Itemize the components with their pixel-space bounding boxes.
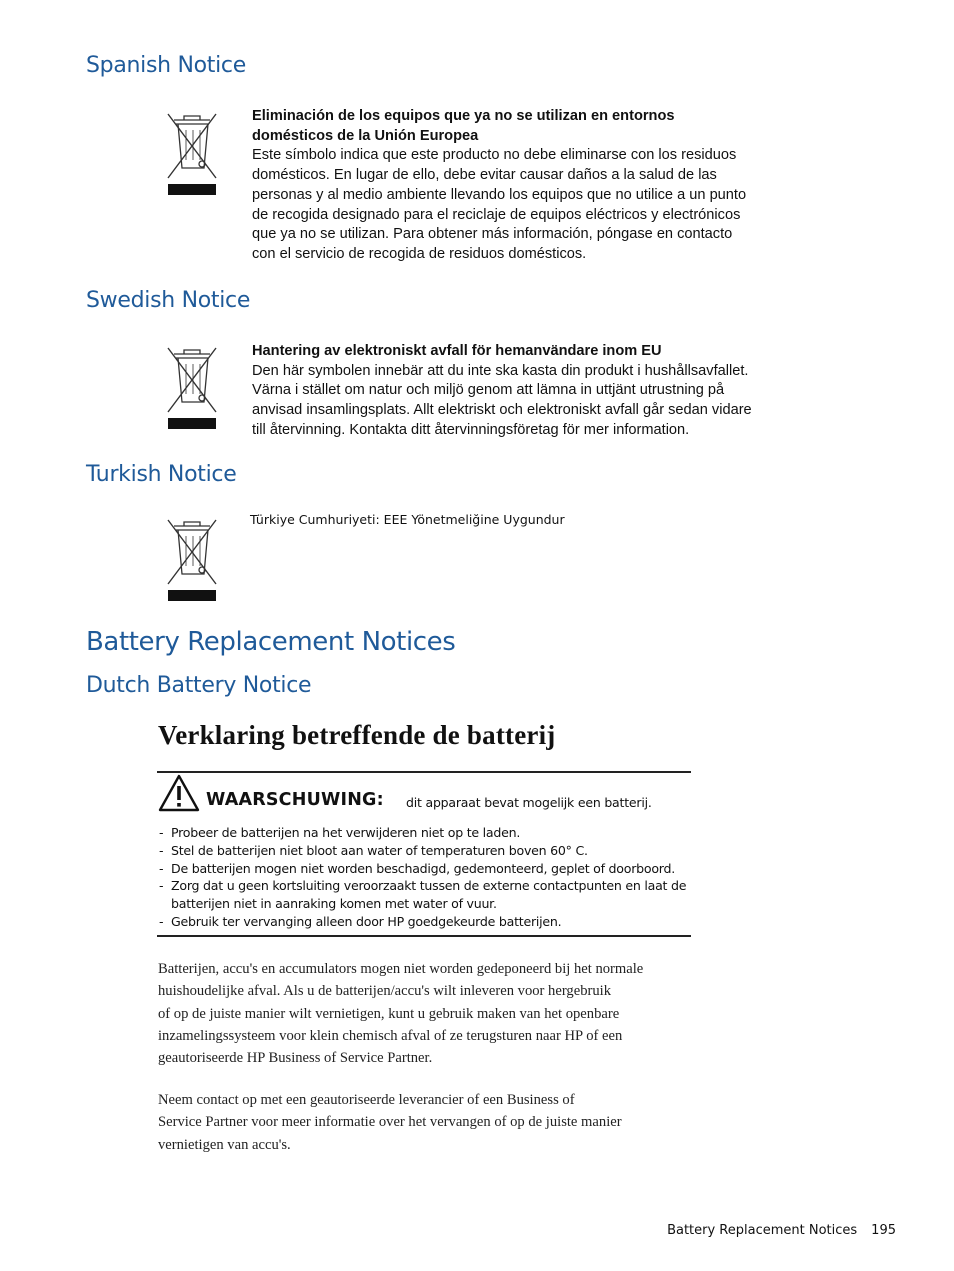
- swedish-notice-title-line: Hantering av elektroniskt avfall för hemanvändare inom EU: [252, 343, 662, 359]
- footer-section-title: Battery Replacement Notices: [667, 1223, 858, 1238]
- warning-list-item: [158, 860, 698, 878]
- divider-bottom: [157, 935, 691, 937]
- swedish-notice-body-line: till återvinning. Kontakta ditt återvinningsföretag för mer information.: [252, 421, 690, 438]
- spanish-notice-title-line: domésticos de la Unión Europea: [252, 127, 479, 144]
- warning-label: WAARSCHUWING:: [206, 790, 384, 810]
- warning-item-line: batterijen niet in aanraking komen met water of vuur.: [171, 896, 497, 912]
- swedish-notice-heading: Swedish Notice: [86, 288, 251, 313]
- warning-triangle-icon: [158, 774, 200, 812]
- spanish-notice-text: [252, 107, 812, 265]
- paragraph-line: Batterijen, accu's en accumulators mogen niet worden gedeponeerd bij het normale: [158, 961, 644, 977]
- swedish-notice-text: [252, 342, 812, 441]
- warning-list-item: [158, 824, 698, 842]
- dutch-paragraph-1: [158, 958, 703, 1069]
- dutch-battery-notice-heading: Dutch Battery Notice: [86, 673, 312, 698]
- spanish-notice-body-line: con el servicio de recogida de residuos domésticos.: [252, 245, 587, 262]
- warning-item-line: De batterijen mogen niet worden beschadigd, gedemonteerd, geplet of doorboord.: [171, 860, 676, 876]
- warning-item-line: Zorg dat u geen kortsluiting veroorzaakt tussen de externe contactpunten en laat de: [171, 878, 687, 894]
- spanish-notice-body-line: de recogida designado para el reciclaje de equipos eléctricos y electrónicos: [252, 206, 741, 223]
- weee-bin-icon: [164, 108, 220, 198]
- page-footer: [667, 1223, 896, 1238]
- spanish-notice-title-line: Eliminación de los equipos que ya no se utilizan en entornos: [252, 108, 675, 124]
- page-number: 195: [871, 1223, 896, 1238]
- warning-list-item: [158, 842, 698, 860]
- warning-row: [158, 774, 698, 814]
- warning-list-item: [158, 913, 698, 931]
- dutch-battery-title: Verklaring betreffende de batterij: [158, 720, 556, 750]
- battery-notices-heading: Battery Replacement Notices: [86, 627, 456, 657]
- paragraph-line: geautoriseerde HP Business of Service Partner.: [158, 1050, 433, 1067]
- swedish-notice-body-line: Den här symbolen innebär att du inte ska kasta din produkt i hushållsavfallet.: [252, 362, 749, 379]
- divider-top: [157, 771, 691, 773]
- weee-bin-icon: [164, 514, 220, 604]
- swedish-notice-body-line: Värna i stället om natur och miljö genom att lämna in uttjänt utrustning på: [252, 382, 725, 399]
- spanish-notice-heading: Spanish Notice: [86, 53, 246, 78]
- spanish-notice-body-line: personas y al medio ambiente llevando los equipos que no utilice a un punto: [252, 186, 747, 203]
- weee-bin-icon: [164, 342, 220, 432]
- paragraph-line: of op de juiste manier wilt vernietigen, kunt u gebruik maken van het openbare: [158, 1005, 620, 1022]
- paragraph-line: inzamelingssysteem voor klein chemisch afval of ze terugsturen naar HP of een: [158, 1027, 623, 1044]
- paragraph-line: vernietigen van accu's.: [158, 1136, 291, 1153]
- warning-item-line: Stel de batterijen niet bloot aan water of temperaturen boven 60° C.: [171, 842, 588, 858]
- paragraph-line: Neem contact op met een geautoriseerde leverancier of een Business of: [158, 1092, 575, 1108]
- paragraph-line: huishoudelijke afval. Als u de batterijen/accu's wilt inleveren voor hergebruik: [158, 983, 612, 1000]
- dutch-paragraph-2: [158, 1089, 703, 1156]
- swedish-notice-body-line: anvisad insamlingsplats. Allt elektriskt och elektroniskt avfall går sedan vidare: [252, 402, 752, 419]
- warning-item-line: Gebruik ter vervanging alleen door HP goedgekeurde batterijen.: [171, 913, 562, 929]
- warning-text: dit apparaat bevat mogelijk een batterij.: [406, 795, 652, 810]
- warning-item-line: Probeer de batterijen na het verwijderen niet op te laden.: [171, 825, 521, 840]
- warning-list: [158, 824, 698, 931]
- turkish-notice-heading: Turkish Notice: [86, 462, 237, 487]
- spanish-notice-body-line: domésticos. En lugar de ello, debe evitar causar daños a la salud de las: [252, 167, 717, 184]
- turkish-notice-text: Türkiye Cumhuriyeti: EEE Yönetmeliğine Uygundur: [250, 512, 565, 527]
- paragraph-line: Service Partner voor meer informatie over het vervangen of op de juiste manier: [158, 1114, 622, 1131]
- warning-list-item: [158, 877, 698, 913]
- spanish-notice-body-line: Este símbolo indica que este producto no debe eliminarse con los residuos: [252, 147, 737, 164]
- spanish-notice-body-line: que ya no se utilizan. Para obtener más información, póngase en contacto: [252, 226, 733, 243]
